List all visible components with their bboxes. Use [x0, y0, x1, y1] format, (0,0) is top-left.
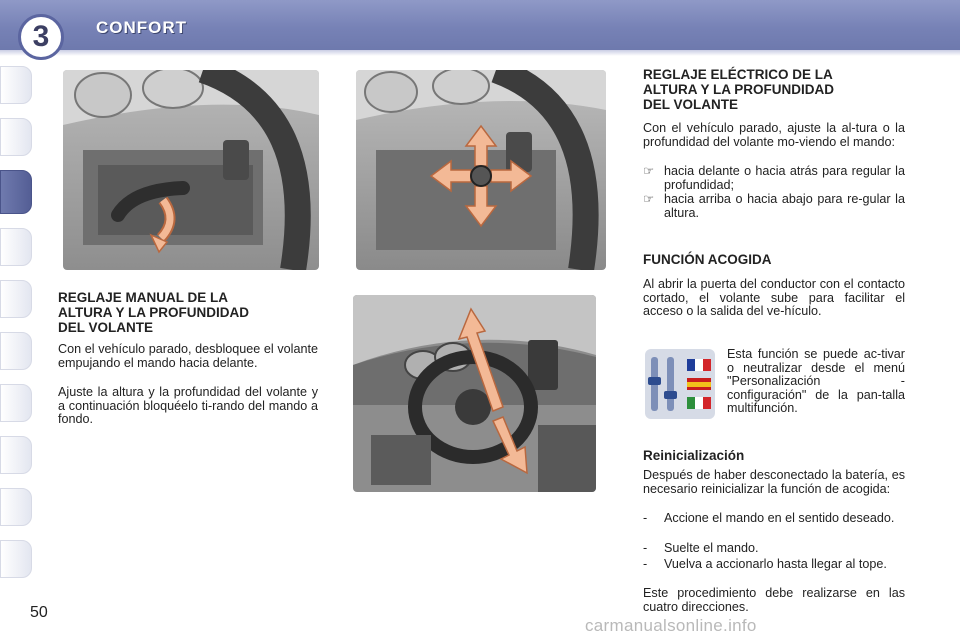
chapter-tab[interactable] [0, 540, 32, 578]
cockpit-photo [353, 295, 596, 492]
list-item-text: Vuelva a accionarlo hasta llegar al tope. [664, 557, 887, 571]
steering-column-lever-photo [63, 70, 319, 270]
title-line: ALTURA Y LA PROFUNDIDAD [58, 305, 249, 320]
list-item-text: hacia arriba o hacia abajo para re-gular la altura. [664, 192, 905, 220]
manual-adjust-paragraph: Ajuste la altura y la profundidad del volante y a continuación bloquéelo ti-rando del mando a fondo. [58, 385, 318, 427]
chapter-tab[interactable] [0, 228, 32, 266]
chapter-tab[interactable] [0, 488, 32, 526]
title-line: ALTURA Y LA PROFUNDIDAD [643, 82, 834, 97]
header-shadow [0, 50, 960, 56]
list-item [643, 512, 905, 526]
hand-pointer-icon: ☞ [643, 192, 655, 206]
welcome-function-paragraph: Al abrir la puerta del conductor con el contacto cortado, el volante sube para facilitar el acceso o la salida del ve-hículo. [643, 277, 905, 319]
chapter-tab[interactable] [0, 66, 32, 104]
hand-pointer-icon: ☞ [643, 164, 655, 178]
manual-adjust-paragraph: Con el vehículo parado, desbloquee el volante empujando el mando hacia delante. [58, 342, 318, 370]
dash-marker: - [643, 557, 648, 571]
list-item [643, 558, 905, 572]
chapter-tab-active[interactable] [0, 170, 32, 214]
watermark: carmanualsonline.info [585, 616, 757, 635]
electric-adjust-title [643, 67, 907, 112]
title-line: REGLAJE MANUAL DE LA [58, 290, 229, 305]
list-item-text: Suelte el mando. [664, 541, 759, 555]
title-line: DEL VOLANTE [643, 97, 739, 112]
chapter-tab[interactable] [0, 118, 32, 156]
electric-joystick-photo [356, 70, 606, 270]
chapter-tab[interactable] [0, 280, 32, 318]
chapter-tab[interactable] [0, 384, 32, 422]
settings-sliders-flags-icon [645, 349, 715, 419]
list-item-text: hacia delante o hacia atrás para regular la profundidad; [664, 164, 905, 192]
dash-marker: - [643, 511, 648, 525]
reset-title: Reinicialización [643, 448, 745, 463]
page-number: 50 [30, 604, 48, 621]
chapter-number: 3 [32, 20, 50, 53]
configuration-note: Esta función se puede ac-tivar o neutralizar desde el menú "Personalización - configuración" de la pan-talla multifunción. [727, 347, 905, 416]
electric-adjust-intro: Con el vehículo parado, ajuste la al-tura o la profundidad del volante mo-viendo el mando: [643, 121, 905, 149]
reset-intro: Después de haber desconectado la batería, es necesario reinicializar la función de acogida: [643, 468, 905, 496]
manual-adjust-title [58, 290, 318, 335]
chapter-title: CONFORT [96, 18, 188, 37]
dash-marker: - [643, 541, 648, 555]
welcome-function-title: FUNCIÓN ACOGIDA [643, 252, 772, 267]
list-item [643, 165, 905, 192]
chapter-number-badge [18, 14, 64, 60]
title-line: DEL VOLANTE [58, 320, 154, 335]
reset-closing: Este procedimiento debe realizarse en las cuatro direcciones. [643, 586, 905, 614]
list-item-text: Accione el mando en el sentido deseado. [664, 511, 895, 525]
list-item [643, 193, 905, 220]
chapter-tab[interactable] [0, 332, 32, 370]
list-item [643, 542, 905, 556]
chapter-tabs [0, 66, 34, 576]
title-line: REGLAJE ELÉCTRICO DE LA [643, 67, 833, 82]
chapter-tab[interactable] [0, 436, 32, 474]
